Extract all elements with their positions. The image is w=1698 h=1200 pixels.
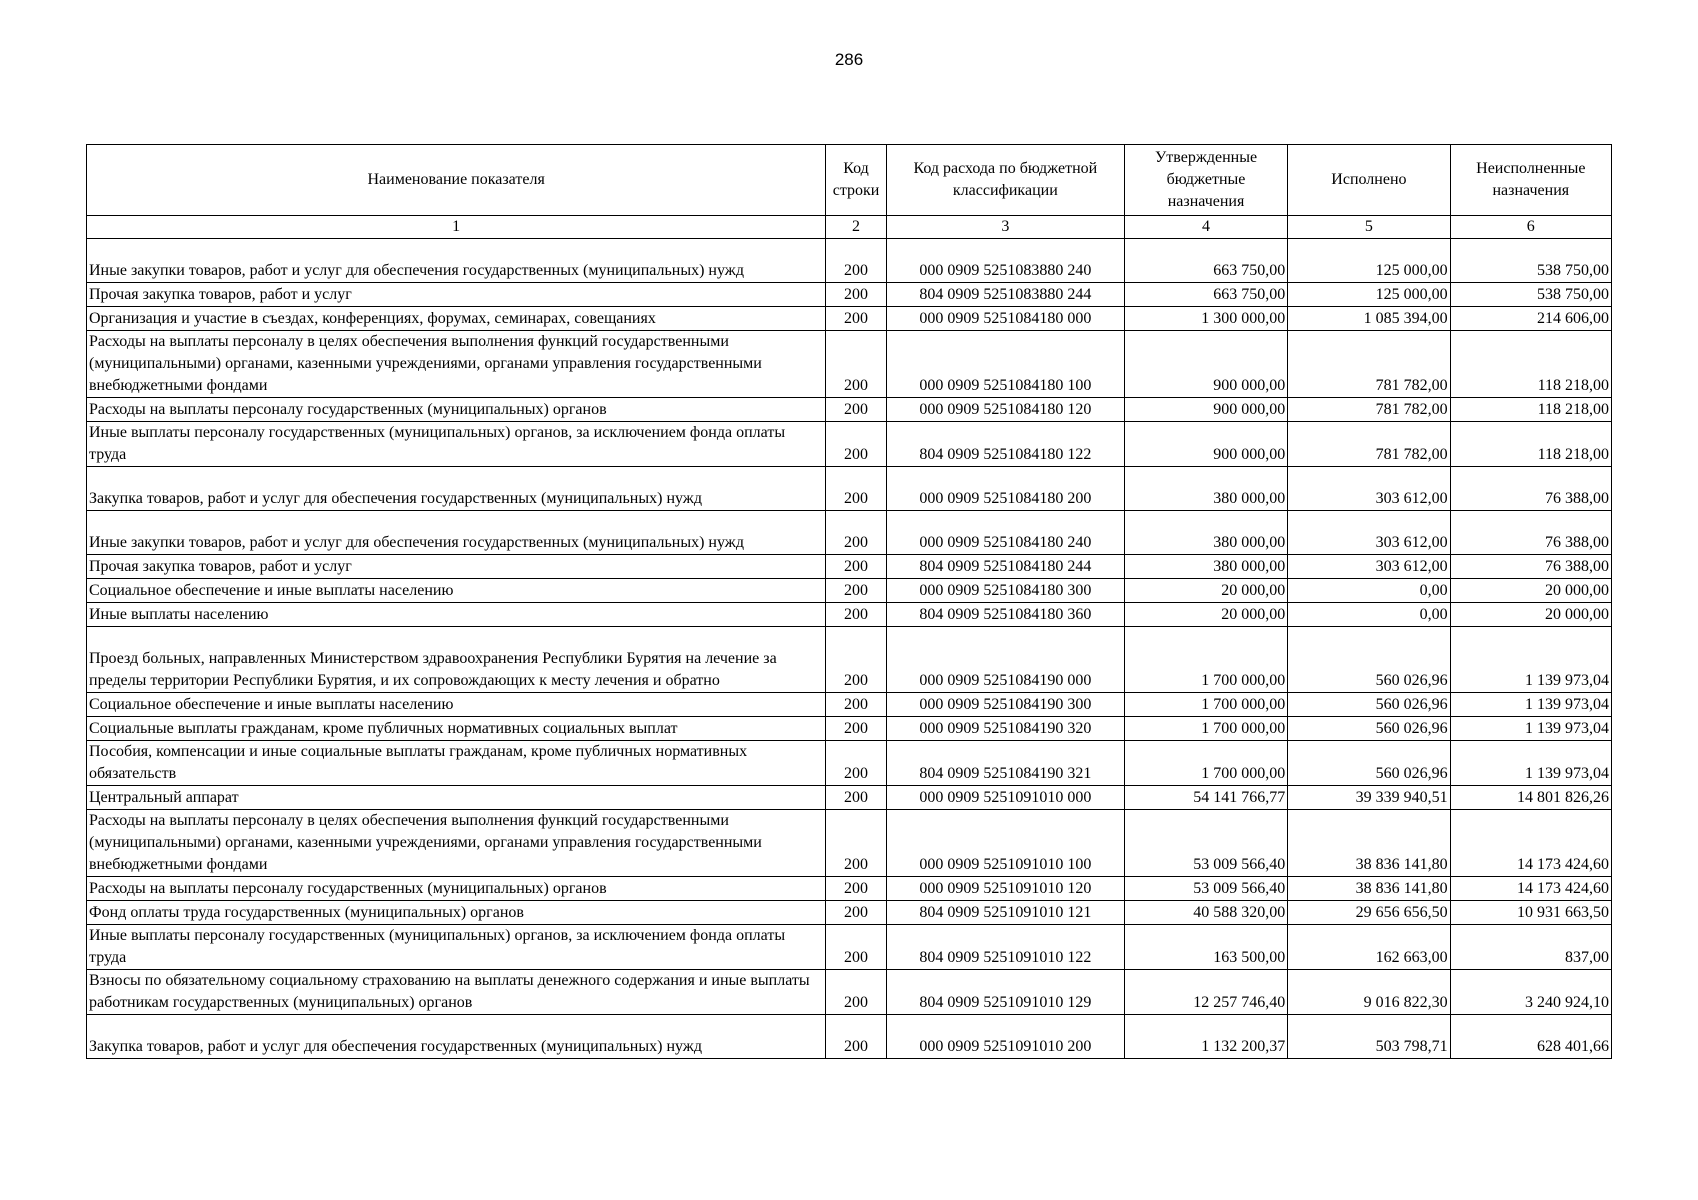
row-approved-cell: 380 000,00 [1124, 511, 1287, 555]
row-expense-code-cell: 804 0909 5251091010 129 [886, 970, 1124, 1015]
table-row [87, 398, 1612, 422]
row-unexecuted-cell: 20 000,00 [1450, 579, 1611, 603]
row-name-cell: Расходы на выплаты персоналу в целях обеспечения выполнения функций государственными (муниципальными) органами, казенными учреждениями, органами управления государственными внебюджетными фондами [87, 331, 826, 398]
row-line-code-cell: 200 [826, 741, 887, 786]
column-number: 3 [886, 216, 1124, 239]
row-line-code-cell: 200 [826, 331, 887, 398]
row-expense-code-cell: 000 0909 5251091010 120 [886, 877, 1124, 901]
table-body [87, 239, 1612, 1059]
row-executed-cell: 125 000,00 [1288, 283, 1450, 307]
row-line-code-cell: 200 [826, 1015, 887, 1059]
row-expense-code-cell: 000 0909 5251084190 000 [886, 627, 1124, 693]
row-line-code-cell: 200 [826, 239, 887, 283]
row-unexecuted-cell: 76 388,00 [1450, 511, 1611, 555]
row-unexecuted-cell: 14 173 424,60 [1450, 810, 1611, 877]
row-name-cell: Иные выплаты персоналу государственных (муниципальных) органов, за исключением фонда оплаты труда [87, 925, 826, 970]
row-expense-code-cell: 000 0909 5251084190 320 [886, 717, 1124, 741]
column-number: 4 [1124, 216, 1287, 239]
column-number: 5 [1288, 216, 1450, 239]
row-approved-cell: 900 000,00 [1124, 398, 1287, 422]
row-unexecuted-cell: 837,00 [1450, 925, 1611, 970]
row-executed-cell: 303 612,00 [1288, 467, 1450, 511]
row-line-code-cell: 200 [826, 511, 887, 555]
row-name-cell: Прочая закупка товаров, работ и услуг [87, 283, 826, 307]
table-row [87, 422, 1612, 467]
row-line-code-cell: 200 [826, 283, 887, 307]
row-line-code-cell: 200 [826, 579, 887, 603]
row-expense-code-cell: 000 0909 5251084180 240 [886, 511, 1124, 555]
row-approved-cell: 54 141 766,77 [1124, 786, 1287, 810]
table-row [87, 467, 1612, 511]
table-header-row [87, 145, 1612, 216]
row-line-code-cell: 200 [826, 307, 887, 331]
row-approved-cell: 900 000,00 [1124, 331, 1287, 398]
row-name-cell: Иные выплаты персоналу государственных (муниципальных) органов, за исключением фонда оплаты труда [87, 422, 826, 467]
row-approved-cell: 663 750,00 [1124, 239, 1287, 283]
table-row [87, 925, 1612, 970]
row-name-cell: Пособия, компенсации и иные социальные выплаты гражданам, кроме публичных нормативных обязательств [87, 741, 826, 786]
table-row [87, 579, 1612, 603]
row-name-cell: Социальные выплаты гражданам, кроме публичных нормативных социальных выплат [87, 717, 826, 741]
row-name-cell: Фонд оплаты труда государственных (муниципальных) органов [87, 901, 826, 925]
column-number: 6 [1450, 216, 1611, 239]
row-unexecuted-cell: 214 606,00 [1450, 307, 1611, 331]
table-row [87, 239, 1612, 283]
row-expense-code-cell: 000 0909 5251084180 100 [886, 331, 1124, 398]
row-executed-cell: 303 612,00 [1288, 555, 1450, 579]
row-approved-cell: 1 300 000,00 [1124, 307, 1287, 331]
row-name-cell: Центральный аппарат [87, 786, 826, 810]
row-approved-cell: 663 750,00 [1124, 283, 1287, 307]
header-expense-code: Код расхода по бюджетной классификации [886, 145, 1124, 216]
column-number-row [87, 216, 1612, 239]
row-name-cell: Закупка товаров, работ и услуг для обеспечения государственных (муниципальных) нужд [87, 1015, 826, 1059]
row-approved-cell: 900 000,00 [1124, 422, 1287, 467]
header-line-code: Код строки [826, 145, 887, 216]
table-row [87, 331, 1612, 398]
table-row [87, 693, 1612, 717]
row-name-cell: Расходы на выплаты персоналу государственных (муниципальных) органов [87, 398, 826, 422]
row-line-code-cell: 200 [826, 901, 887, 925]
row-name-cell: Проезд больных, направленных Министерством здравоохранения Республики Бурятия на лечение за пределы территории Республики Бурятия, и их сопровождающих к месту лечения и обратно [87, 627, 826, 693]
row-unexecuted-cell: 3 240 924,10 [1450, 970, 1611, 1015]
row-expense-code-cell: 000 0909 5251084180 120 [886, 398, 1124, 422]
table-row [87, 970, 1612, 1015]
row-approved-cell: 20 000,00 [1124, 579, 1287, 603]
row-unexecuted-cell: 14 801 826,26 [1450, 786, 1611, 810]
header-indicator-name: Наименование показателя [87, 145, 826, 216]
row-unexecuted-cell: 10 931 663,50 [1450, 901, 1611, 925]
row-executed-cell: 0,00 [1288, 603, 1450, 627]
row-line-code-cell: 200 [826, 810, 887, 877]
row-executed-cell: 303 612,00 [1288, 511, 1450, 555]
row-line-code-cell: 200 [826, 467, 887, 511]
row-unexecuted-cell: 76 388,00 [1450, 555, 1611, 579]
row-line-code-cell: 200 [826, 877, 887, 901]
table-row [87, 741, 1612, 786]
row-approved-cell: 380 000,00 [1124, 555, 1287, 579]
header-executed: Исполнено [1288, 145, 1450, 216]
row-executed-cell: 162 663,00 [1288, 925, 1450, 970]
row-executed-cell: 9 016 822,30 [1288, 970, 1450, 1015]
row-name-cell: Иные закупки товаров, работ и услуг для обеспечения государственных (муниципальных) нужд [87, 239, 826, 283]
row-executed-cell: 781 782,00 [1288, 331, 1450, 398]
row-executed-cell: 560 026,96 [1288, 627, 1450, 693]
table-row [87, 511, 1612, 555]
row-name-cell: Расходы на выплаты персоналу государственных (муниципальных) органов [87, 877, 826, 901]
row-line-code-cell: 200 [826, 693, 887, 717]
row-unexecuted-cell: 1 139 973,04 [1450, 627, 1611, 693]
row-expense-code-cell: 000 0909 5251084180 000 [886, 307, 1124, 331]
table-row [87, 627, 1612, 693]
row-unexecuted-cell: 1 139 973,04 [1450, 693, 1611, 717]
row-executed-cell: 38 836 141,80 [1288, 810, 1450, 877]
page-number: 286 [834, 50, 864, 69]
row-unexecuted-cell: 538 750,00 [1450, 239, 1611, 283]
row-expense-code-cell: 000 0909 5251084190 300 [886, 693, 1124, 717]
table-row [87, 877, 1612, 901]
row-approved-cell: 163 500,00 [1124, 925, 1287, 970]
row-name-cell: Закупка товаров, работ и услуг для обеспечения государственных (муниципальных) нужд [87, 467, 826, 511]
table-row [87, 717, 1612, 741]
table-row [87, 810, 1612, 877]
row-executed-cell: 125 000,00 [1288, 239, 1450, 283]
row-unexecuted-cell: 118 218,00 [1450, 398, 1611, 422]
row-expense-code-cell: 000 0909 5251084180 200 [886, 467, 1124, 511]
row-expense-code-cell: 000 0909 5251091010 100 [886, 810, 1124, 877]
row-executed-cell: 781 782,00 [1288, 422, 1450, 467]
row-name-cell: Иные закупки товаров, работ и услуг для обеспечения государственных (муниципальных) нужд [87, 511, 826, 555]
row-line-code-cell: 200 [826, 717, 887, 741]
row-approved-cell: 12 257 746,40 [1124, 970, 1287, 1015]
row-unexecuted-cell: 118 218,00 [1450, 422, 1611, 467]
row-expense-code-cell: 000 0909 5251083880 240 [886, 239, 1124, 283]
row-executed-cell: 38 836 141,80 [1288, 877, 1450, 901]
row-approved-cell: 1 700 000,00 [1124, 693, 1287, 717]
table-row [87, 786, 1612, 810]
row-expense-code-cell: 000 0909 5251091010 000 [886, 786, 1124, 810]
row-executed-cell: 39 339 940,51 [1288, 786, 1450, 810]
row-expense-code-cell: 804 0909 5251084180 122 [886, 422, 1124, 467]
row-expense-code-cell: 804 0909 5251091010 122 [886, 925, 1124, 970]
row-approved-cell: 40 588 320,00 [1124, 901, 1287, 925]
row-expense-code-cell: 000 0909 5251091010 200 [886, 1015, 1124, 1059]
row-line-code-cell: 200 [826, 786, 887, 810]
row-line-code-cell: 200 [826, 970, 887, 1015]
row-name-cell: Взносы по обязательному социальному страхованию на выплаты денежного содержания и иные выплаты работникам государственных (муниципальных) органов [87, 970, 826, 1015]
row-expense-code-cell: 804 0909 5251083880 244 [886, 283, 1124, 307]
table-row [87, 901, 1612, 925]
row-approved-cell: 1 700 000,00 [1124, 741, 1287, 786]
row-approved-cell: 1 700 000,00 [1124, 717, 1287, 741]
row-approved-cell: 53 009 566,40 [1124, 877, 1287, 901]
row-line-code-cell: 200 [826, 627, 887, 693]
row-name-cell: Расходы на выплаты персоналу в целях обеспечения выполнения функций государственными (муниципальными) органами, казенными учреждениями, органами управления государственными внебюджетными фондами [87, 810, 826, 877]
column-number: 1 [87, 216, 826, 239]
row-unexecuted-cell: 20 000,00 [1450, 603, 1611, 627]
table-row [87, 283, 1612, 307]
row-executed-cell: 560 026,96 [1288, 741, 1450, 786]
row-approved-cell: 1 132 200,37 [1124, 1015, 1287, 1059]
row-name-cell: Организация и участие в съездах, конференциях, форумах, семинарах, совещаниях [87, 307, 826, 331]
row-unexecuted-cell: 76 388,00 [1450, 467, 1611, 511]
row-line-code-cell: 200 [826, 925, 887, 970]
header-unexecuted: Неисполненные назначения [1450, 145, 1611, 216]
row-name-cell: Иные выплаты населению [87, 603, 826, 627]
row-expense-code-cell: 804 0909 5251091010 121 [886, 901, 1124, 925]
row-approved-cell: 53 009 566,40 [1124, 810, 1287, 877]
budget-execution-table [86, 144, 1612, 1059]
table-row [87, 555, 1612, 579]
row-executed-cell: 781 782,00 [1288, 398, 1450, 422]
table-row [87, 307, 1612, 331]
column-number: 2 [826, 216, 887, 239]
row-unexecuted-cell: 538 750,00 [1450, 283, 1611, 307]
row-expense-code-cell: 804 0909 5251084180 360 [886, 603, 1124, 627]
table-row [87, 1015, 1612, 1059]
row-unexecuted-cell: 628 401,66 [1450, 1015, 1611, 1059]
row-unexecuted-cell: 14 173 424,60 [1450, 877, 1611, 901]
table-row [87, 603, 1612, 627]
row-unexecuted-cell: 1 139 973,04 [1450, 717, 1611, 741]
header-approved: Утвержденные бюджетные назначения [1124, 145, 1287, 216]
row-line-code-cell: 200 [826, 422, 887, 467]
row-name-cell: Социальное обеспечение и иные выплаты населению [87, 693, 826, 717]
row-line-code-cell: 200 [826, 555, 887, 579]
row-unexecuted-cell: 1 139 973,04 [1450, 741, 1611, 786]
row-line-code-cell: 200 [826, 398, 887, 422]
row-unexecuted-cell: 118 218,00 [1450, 331, 1611, 398]
row-executed-cell: 560 026,96 [1288, 717, 1450, 741]
row-approved-cell: 1 700 000,00 [1124, 627, 1287, 693]
row-expense-code-cell: 804 0909 5251084180 244 [886, 555, 1124, 579]
row-name-cell: Прочая закупка товаров, работ и услуг [87, 555, 826, 579]
row-approved-cell: 380 000,00 [1124, 467, 1287, 511]
row-executed-cell: 0,00 [1288, 579, 1450, 603]
row-executed-cell: 560 026,96 [1288, 693, 1450, 717]
row-line-code-cell: 200 [826, 603, 887, 627]
row-executed-cell: 29 656 656,50 [1288, 901, 1450, 925]
row-expense-code-cell: 804 0909 5251084190 321 [886, 741, 1124, 786]
row-name-cell: Социальное обеспечение и иные выплаты населению [87, 579, 826, 603]
row-approved-cell: 20 000,00 [1124, 603, 1287, 627]
row-executed-cell: 1 085 394,00 [1288, 307, 1450, 331]
row-executed-cell: 503 798,71 [1288, 1015, 1450, 1059]
row-expense-code-cell: 000 0909 5251084180 300 [886, 579, 1124, 603]
